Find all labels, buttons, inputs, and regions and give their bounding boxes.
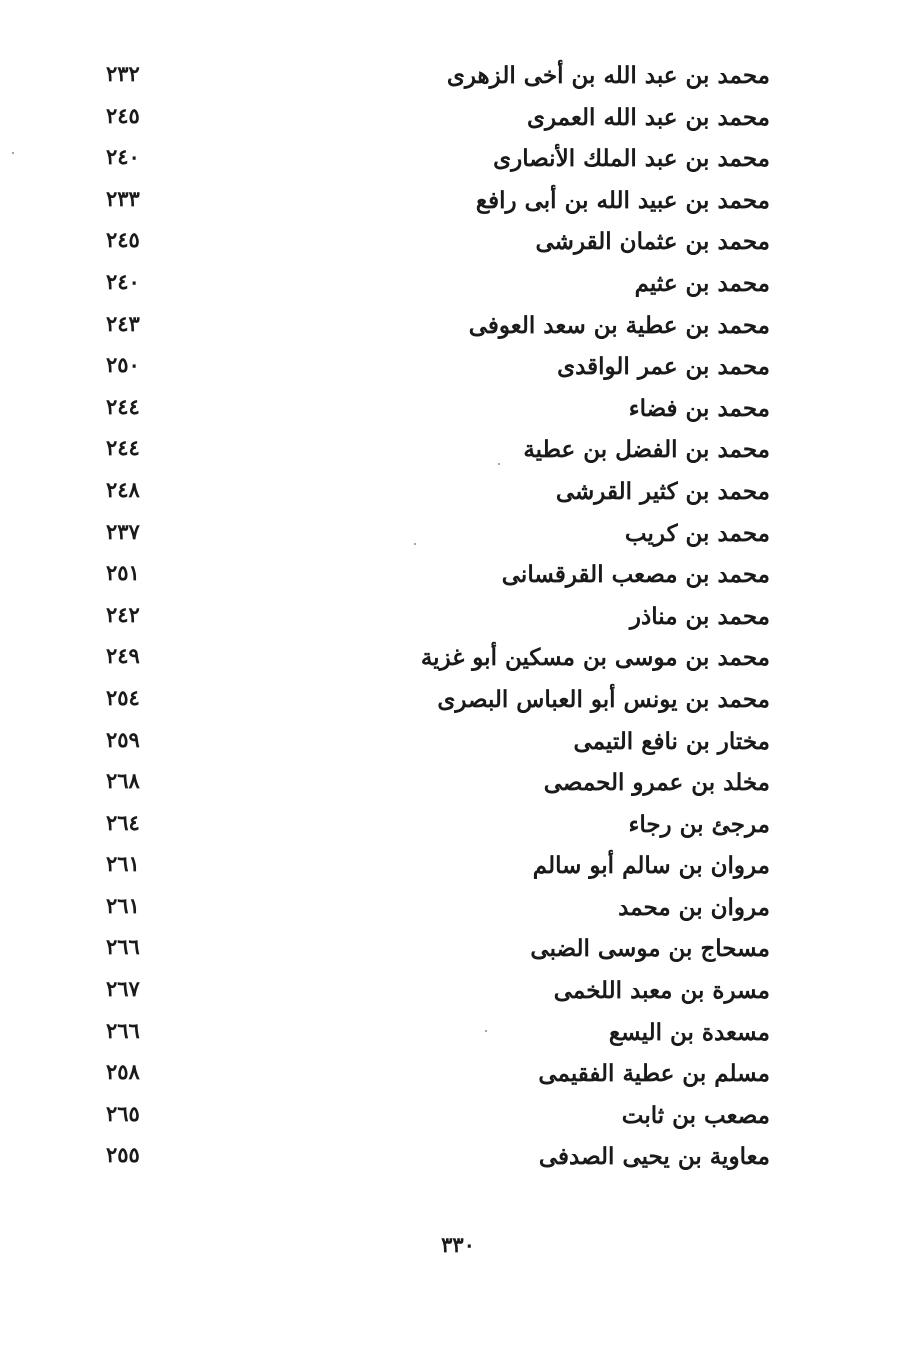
- entry-name: مخلد بن عمرو الحمصى: [543, 769, 770, 797]
- index-entry: [100, 472, 770, 514]
- index-entry: [100, 597, 770, 639]
- entry-name: محمد بن يونس أبو العباس البصرى: [437, 685, 770, 713]
- entry-page-number: ٢٥٠: [106, 352, 140, 378]
- entry-page-number: ٢٤٤: [106, 435, 140, 461]
- entry-page-number: ٢٣٢: [106, 61, 140, 86]
- entry-page-number: ٢٤٩: [106, 643, 140, 669]
- entry-name: محمد بن عثيم: [634, 269, 770, 297]
- entry-page-number: ٢٦١: [106, 851, 140, 877]
- entry-name: محمد بن عبد الله العمرى: [526, 103, 770, 131]
- entry-name: مروان بن سالم أبو سالم: [532, 852, 770, 880]
- entry-name: مرجئ بن رجاء: [628, 810, 770, 838]
- entry-name: مصعب بن ثابت: [621, 1101, 770, 1129]
- page-number: ٣٣٠: [441, 1232, 475, 1257]
- entry-page-number: ٢٦٤: [106, 809, 140, 835]
- entry-page-number: ٢٤٣: [106, 310, 140, 336]
- scan-speck: [414, 543, 416, 545]
- entry-page-number: ٢٤٤: [106, 393, 140, 419]
- index-entry: [100, 1096, 770, 1138]
- entry-name: مسعدة بن اليسع: [608, 1018, 770, 1046]
- index-entry: [100, 722, 770, 764]
- index-entry: [100, 805, 770, 847]
- entry-name: مختار بن نافع التيمى: [573, 727, 770, 755]
- entry-name: محمد بن مناذر: [629, 602, 770, 630]
- entry-page-number: ٢٦٦: [106, 934, 140, 960]
- entry-page-number: ٢٤٥: [106, 102, 140, 128]
- entry-name: مروان بن محمد: [618, 893, 770, 921]
- entry-page-number: ٢٤٠: [106, 144, 140, 170]
- index-entry: [100, 98, 770, 140]
- entry-page-number: ٢٥٨: [106, 1059, 140, 1085]
- entry-name: مسرة بن معبد اللخمى: [553, 977, 770, 1005]
- entry-page-number: ٢٥٩: [106, 726, 140, 752]
- index-entry: [100, 1054, 770, 1096]
- entry-page-number: ٢٤٨: [106, 476, 140, 502]
- entry-name: محمد بن عمر الواقدى: [557, 353, 770, 381]
- index-entry: [100, 306, 770, 348]
- entry-name: محمد بن عبيد الله بن أبى رافع: [475, 186, 770, 214]
- entry-name: محمد بن مصعب القرقسانى: [501, 561, 770, 589]
- index-entry: [100, 763, 770, 805]
- entry-page-number: ٢٤٥: [106, 227, 140, 253]
- index-entry: [100, 555, 770, 597]
- index-entry: [100, 139, 770, 181]
- index-entry: [100, 680, 770, 722]
- index-entry: [100, 430, 770, 472]
- index-entry: [100, 1137, 770, 1179]
- entry-name: محمد بن الفضل بن عطية: [523, 436, 770, 464]
- entry-name: محمد بن عطية بن سعد العوفى: [468, 311, 770, 339]
- entry-page-number: ٢٦١: [106, 892, 140, 918]
- entry-page-number: ٢٦٥: [106, 1100, 140, 1126]
- scan-speck: [12, 152, 14, 154]
- index-entry: [100, 347, 770, 389]
- index-entry: [100, 971, 770, 1013]
- entry-name: محمد بن عبد الله بن أخى الزهرى: [446, 62, 770, 89]
- entry-name: مسلم بن عطية الفقيمى: [538, 1060, 770, 1088]
- index-entry: [100, 1013, 770, 1055]
- entry-name: مسحاج بن موسى الضبى: [530, 935, 770, 963]
- entry-name: محمد بن عبد الملك الأنصارى: [493, 145, 770, 173]
- entry-page-number: ٢٤٢: [106, 601, 140, 627]
- entry-page-number: ٢٦٦: [106, 1017, 140, 1043]
- index-entry: [100, 222, 770, 264]
- entry-page-number: ٢٥٥: [106, 1142, 140, 1168]
- entry-page-number: ٢٦٧: [106, 976, 140, 1002]
- index-entry: [100, 888, 770, 930]
- scan-speck: [485, 1030, 487, 1032]
- entry-page-number: ٢٥١: [106, 560, 140, 586]
- entry-page-number: ٢٣٧: [106, 518, 140, 544]
- entry-page-number: ٢٥٤: [106, 684, 140, 710]
- index-entry: [100, 389, 770, 431]
- entry-name: معاوية بن يحيى الصدفى: [538, 1143, 770, 1171]
- scan-speck: [498, 463, 500, 465]
- entry-page-number: ٢٦٨: [106, 768, 140, 794]
- index-entry: [100, 181, 770, 223]
- index-entry: [100, 638, 770, 680]
- entry-name: محمد بن كثير القرشى: [555, 477, 770, 505]
- entry-name: محمد بن عثمان القرشى: [535, 228, 770, 256]
- entry-page-number: ٢٣٣: [106, 185, 140, 211]
- entry-name: محمد بن كريب: [624, 519, 770, 547]
- index-entry: [100, 56, 770, 98]
- index-entry: [100, 514, 770, 556]
- entry-name: محمد بن فضاء: [628, 394, 770, 422]
- index-list: [100, 56, 770, 1179]
- index-entry: [100, 846, 770, 888]
- entry-name: محمد بن موسى بن مسكين أبو غزية: [420, 644, 770, 672]
- entry-page-number: ٢٤٠: [106, 268, 140, 294]
- index-entry: [100, 929, 770, 971]
- index-entry: [100, 264, 770, 306]
